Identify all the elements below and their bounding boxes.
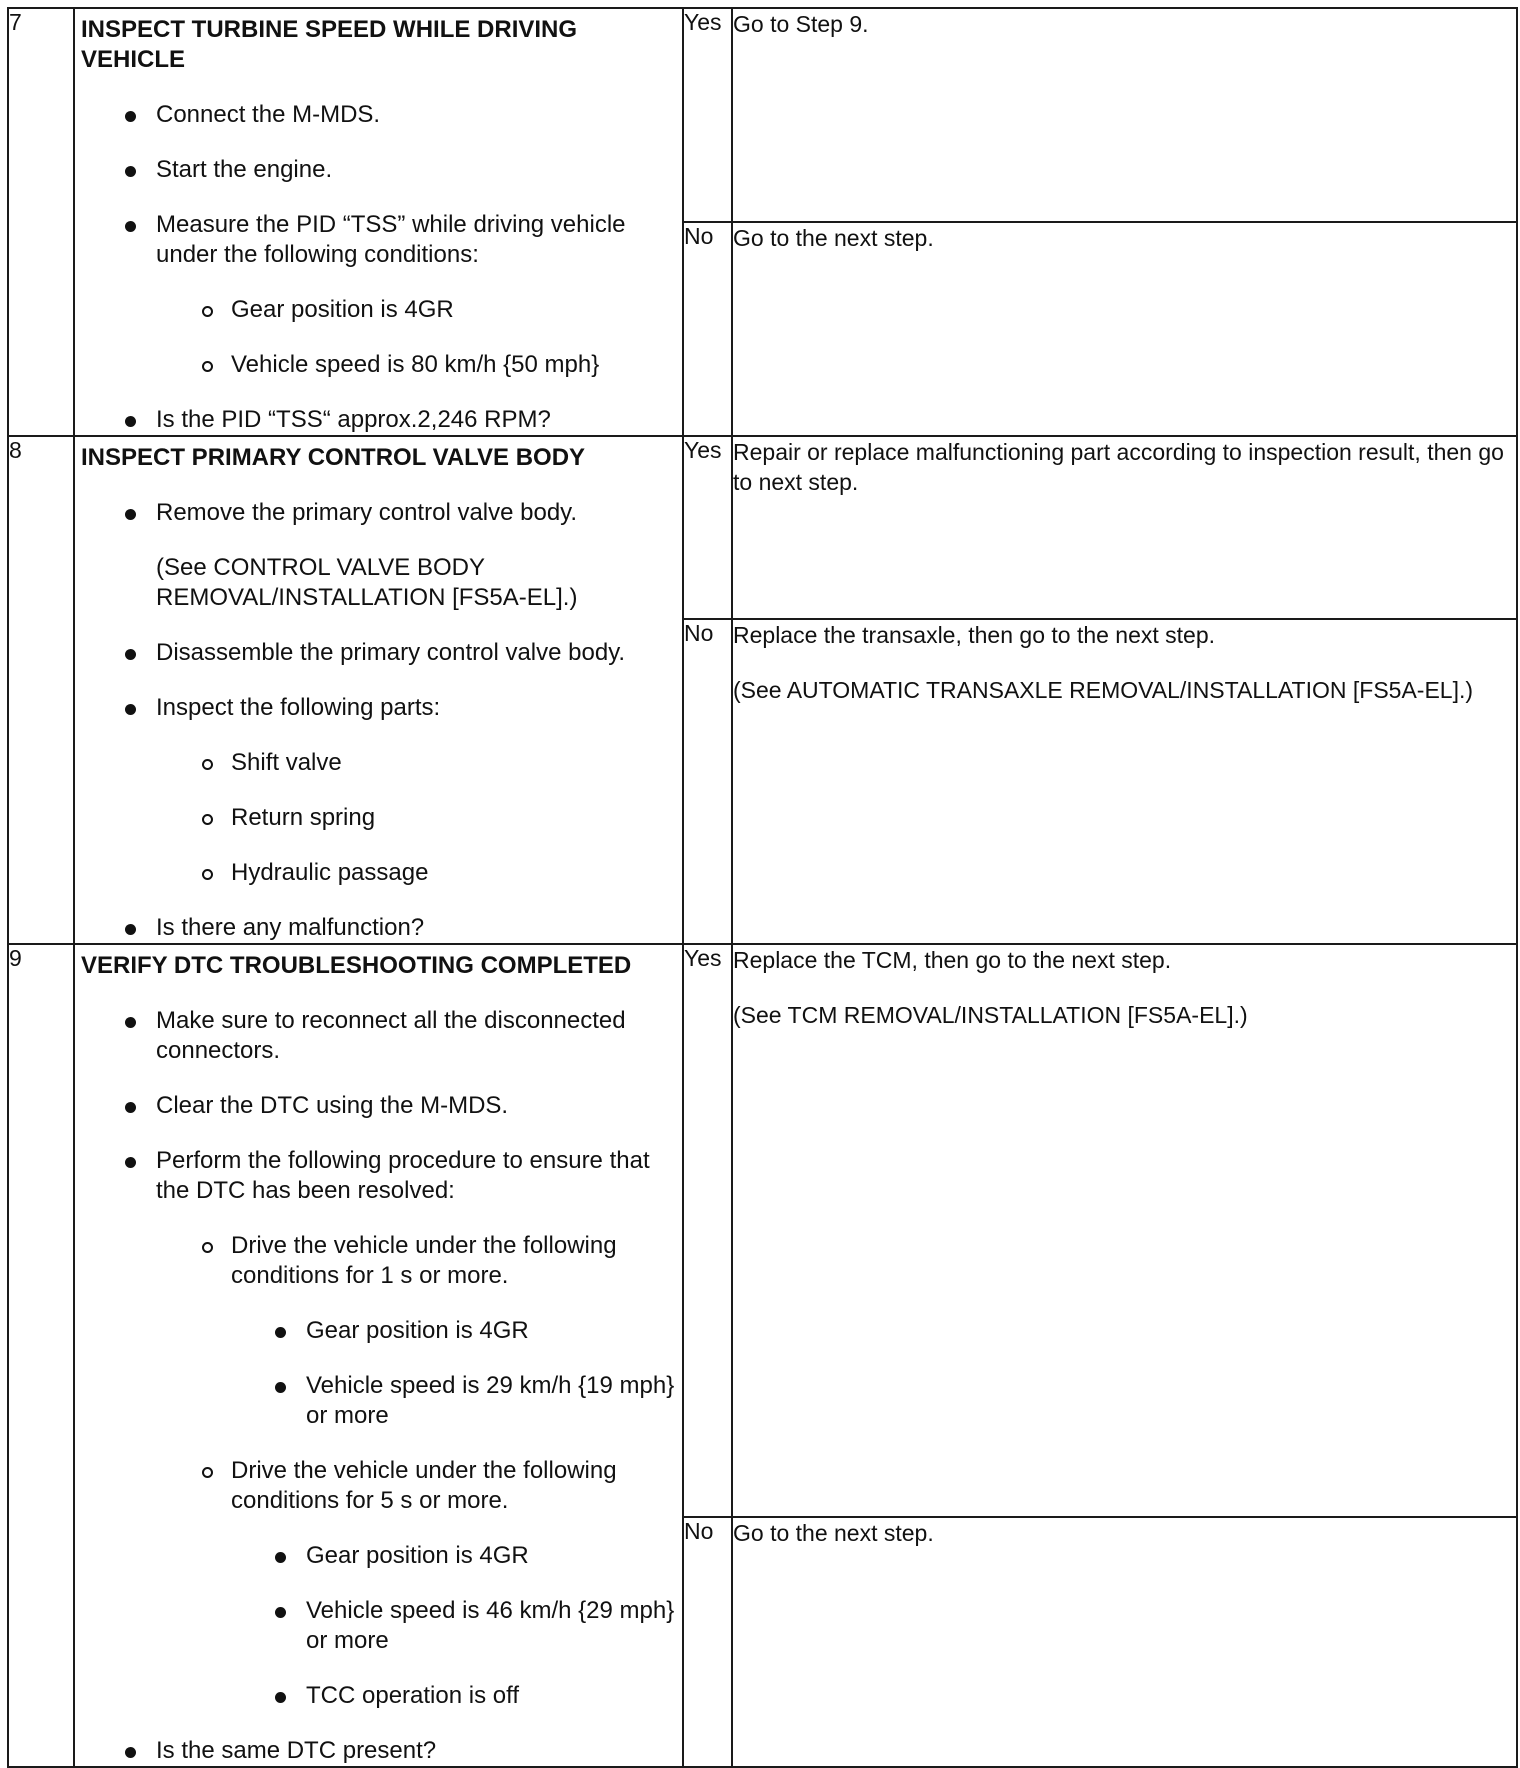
list-item: Shift valve <box>75 748 682 778</box>
action-text: Repair or replace malfunctioning part according to inspection result, then go to next step. <box>733 439 1504 495</box>
reference-note: (See TCM REMOVAL/INSTALLATION [FS5A-EL].) <box>733 1002 1248 1028</box>
step-title: INSPECT TURBINE SPEED WHILE DRIVING VEHICLE <box>81 16 578 73</box>
action-text: Replace the TCM, then go to the next step. <box>733 947 1172 973</box>
list-item: Vehicle speed is 80 km/h {50 mph} <box>75 350 682 380</box>
list-item: Remove the primary control valve body. <box>75 498 682 528</box>
list-item: Gear position is 4GR <box>75 295 682 325</box>
yes-action <box>732 436 1517 619</box>
action-text: Go to Step 9. <box>733 11 869 37</box>
yes-action <box>732 8 1517 222</box>
list-item: Measure the PID “TSS” while driving vehicle under the following conditions: <box>75 210 682 270</box>
no-action <box>732 619 1517 944</box>
list-item: Start the engine. <box>75 155 682 185</box>
list-item: Drive the vehicle under the following conditions for 5 s or more. <box>75 1456 682 1516</box>
no-label: No <box>683 222 732 436</box>
step-title: INSPECT PRIMARY CONTROL VALVE BODY <box>81 444 586 471</box>
step-7-yes-row <box>8 8 1517 222</box>
action-text: Go to the next step. <box>733 225 934 251</box>
list-item: Gear position is 4GR <box>75 1541 682 1571</box>
step-8-yes-row <box>8 436 1517 619</box>
no-action <box>732 1517 1517 1767</box>
list-item: Clear the DTC using the M-MDS. <box>75 1091 682 1121</box>
step-8-instructions <box>74 436 683 944</box>
list-item: TCC operation is off <box>75 1681 682 1711</box>
no-action <box>732 222 1517 436</box>
list-item: Vehicle speed is 46 km/h {29 mph} or more <box>75 1596 682 1656</box>
list-item: Make sure to reconnect all the disconnected connectors. <box>75 1006 682 1066</box>
yes-label: Yes <box>683 944 732 1517</box>
list-item: Vehicle speed is 29 km/h {19 mph} or more <box>75 1371 682 1431</box>
list-item: Inspect the following parts: <box>75 693 682 723</box>
list-item: Hydraulic passage <box>75 858 682 888</box>
yes-action <box>732 944 1517 1517</box>
no-label: No <box>683 619 732 944</box>
action-text: Replace the transaxle, then go to the next step. <box>733 622 1216 649</box>
no-label: No <box>683 1517 732 1767</box>
reference-note: (See CONTROL VALVE BODY REMOVAL/INSTALLATION [FS5A-EL].) <box>156 554 578 611</box>
step-7-instructions <box>74 8 683 436</box>
list-item: Is the PID “TSS“ approx.2,246 RPM? <box>75 405 682 435</box>
step-9-instructions <box>74 944 683 1767</box>
list-item: Perform the following procedure to ensure that the DTC has been resolved: <box>75 1146 682 1206</box>
step-number: 7 <box>8 8 74 436</box>
list-item: Is the same DTC present? <box>75 1736 682 1766</box>
list-item: Return spring <box>75 803 682 833</box>
step-number: 8 <box>8 436 74 944</box>
diagnostic-procedure-table <box>7 7 1518 1768</box>
step-9-yes-row <box>8 944 1517 1517</box>
reference-note: (See AUTOMATIC TRANSAXLE REMOVAL/INSTALLATION [FS5A-EL].) <box>733 677 1474 704</box>
list-item: Disassemble the primary control valve body. <box>75 638 682 668</box>
list-item: Drive the vehicle under the following conditions for 1 s or more. <box>75 1231 682 1291</box>
list-item: Is there any malfunction? <box>75 913 682 943</box>
step-title: VERIFY DTC TROUBLESHOOTING COMPLETED <box>81 952 632 979</box>
step-number: 9 <box>8 944 74 1767</box>
action-text: Go to the next step. <box>733 1520 934 1547</box>
yes-label: Yes <box>683 8 732 222</box>
list-item: Connect the M-MDS. <box>75 100 682 130</box>
yes-label: Yes <box>683 436 732 619</box>
list-item: Gear position is 4GR <box>75 1316 682 1346</box>
